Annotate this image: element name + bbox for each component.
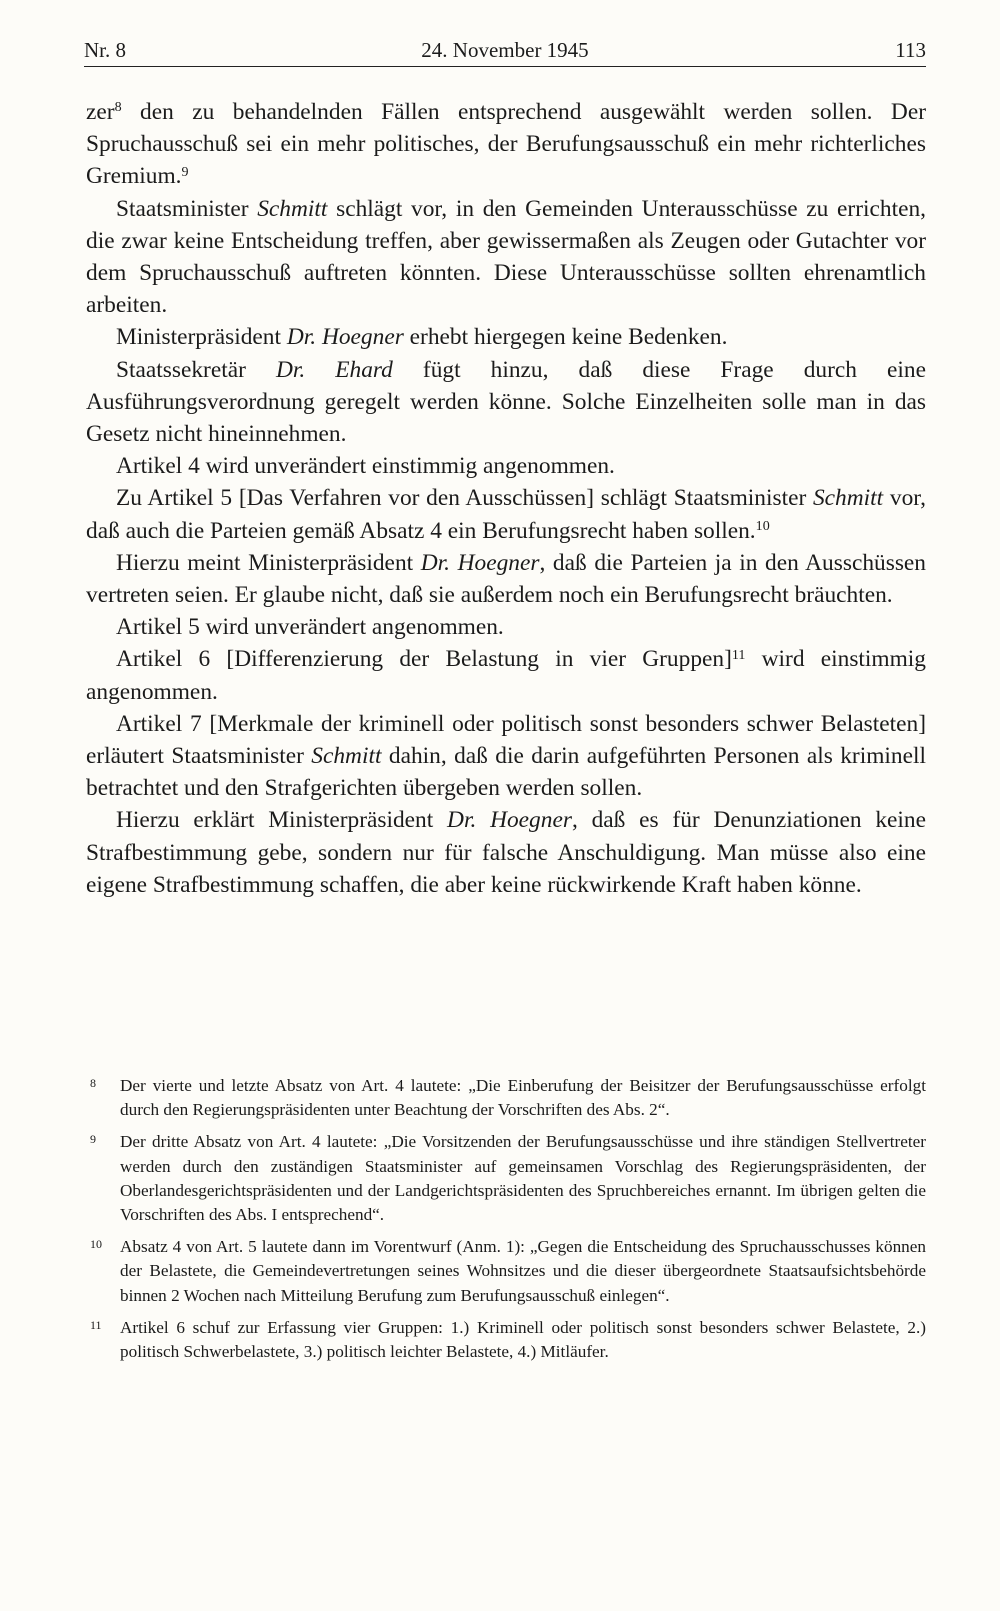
footnote-text: Der dritte Absatz von Art. 4 lautete: „Die Vorsitzenden der Berufungsausschüsse und ihre ständigen Stellvertreter werden durch den zuständigen Staatsminister auf gemeinsamen Vorschlag des Regierungspräsidenten, der Oberlandesgerichtspräsidenten und der Landgerichtspräsidenten des Spruchbereiches ernannt. Im übrigen gelten die Vorschriften des Abs. I entsprechend“. — [120, 1132, 926, 1225]
footnote-ref: 11 — [731, 646, 746, 663]
running-header — [84, 36, 926, 67]
footnote — [86, 1074, 926, 1122]
footnote-number: 8 — [90, 1076, 96, 1090]
footnote-number: 11 — [90, 1317, 102, 1332]
person-name: Dr. Hoegner — [420, 549, 540, 576]
footnote-ref: 9 — [181, 163, 189, 180]
header-date: 24. November 1945 — [421, 38, 589, 62]
footnote-ref: 8 — [114, 99, 122, 116]
person-name: Dr. Hoegner — [286, 324, 404, 351]
footnote-text: Der vierte und letzte Absatz von Art. 4 lautete: „Die Einberufung der Beisitzer der Berufungsausschüsse erfolgt durch den Regierungspräsidenten unter Beachtung der Vorschriften des Abs. 2“. — [120, 1076, 926, 1120]
person-name: Schmitt — [257, 195, 328, 222]
footnote-number: 9 — [90, 1132, 96, 1147]
person-name: Schmitt — [311, 743, 382, 770]
footnote-number: 10 — [90, 1237, 102, 1252]
paragraph: Zu Artikel 5 [Das Verfahren vor den Ausschüssen] schlägt Staatsminister Schmitt vor, daß auch die Parteien gemäß Absatz 4 ein Berufungsrecht haben sollen.$^{10}$ — [86, 485, 926, 544]
paragraph: Ministerpräsident Dr. Hoegner erhebt hiergegen keine Bedenken. — [116, 324, 728, 351]
person-name: Schmitt — [812, 485, 884, 512]
paragraph: zer$^8$ den zu behandelnden Fällen entsprechend ausgewählt werden sollen. Der Spruchausschuß sei ein mehr politisches, der Berufungsausschuß ein mehr richterliches Gremium.$^9$ — [86, 99, 926, 190]
footnote — [86, 1235, 926, 1308]
main-text — [86, 96, 926, 901]
paragraph: Hierzu meint Ministerpräsident Dr. Hoegner, daß die Parteien ja in den Ausschüssen vertreten seien. Er glaube nicht, daß sie außerdem noch ein Berufungsrecht bräuchten. — [86, 549, 926, 609]
footnotes — [86, 1074, 926, 1372]
paragraph: Staatsminister Schmitt schlägt vor, in den Gemeinden Unterausschüsse zu errichten, die zwar keine Entscheidung treffen, aber gewissermaßen als Zeugen oder Gutachter vor dem Spruchausschuß auftreten könnten. Diese Unterausschüsse sollten ehrenamtlich arbeiten. — [86, 195, 926, 319]
paragraph: Artikel 5 wird unverändert angenommen. — [116, 614, 504, 641]
paragraph: Artikel 6 [Differenzierung der Belastung in vier Gruppen]$^{11}$ wird einstimmig angenommen. — [86, 646, 926, 705]
footnote-ref: 10 — [755, 517, 770, 534]
issue-number: Nr. 8 — [84, 38, 126, 62]
footnote — [86, 1316, 926, 1364]
person-name: Dr. Hoegner — [447, 807, 572, 834]
paragraph: Artikel 7 [Merkmale der kriminell oder politisch sonst besonders schwer Belasteten] erläutert Staatsminister Schmitt dahin, daß die darin aufgeführten Personen als kriminell betrachtet und den Strafgerichten übergeben werden sollen. — [86, 710, 926, 802]
paragraph: Hierzu erklärt Ministerpräsident Dr. Hoegner, daß es für Denunziationen keine Strafbestimmung gebe, sondern nur für falsche Anschuldigung. Man müsse also eine eigene Strafbestimmung schaffen, die aber keine rückwirkende Kraft haben könne. — [86, 807, 926, 898]
paragraph: Artikel 4 wird unverändert einstimmig angenommen. — [116, 453, 615, 480]
paragraph: Staatssekretär Dr. Ehard fügt hinzu, daß diese Frage durch eine Ausführungsverordnung geregelt werden könne. Solche Einzelheiten solle man in das Gesetz nicht hineinnehmen. — [86, 356, 926, 448]
footnote-text: Absatz 4 von Art. 5 lautete dann im Vorentwurf (Anm. 1): „Gegen die Entscheidung des Spruchausschusses können der Belastete, die Gemeindevertretungen seines Wohnsitzes und die dieser übergeordnete Staatsaufsichtsbehörde binnen 2 Wochen nach Mitteilung Berufung zum Berufungsausschuß einlegen“. — [120, 1237, 926, 1305]
footnote-text: Artikel 6 schuf zur Erfassung vier Gruppen: 1.) Kriminell oder politisch sonst besonders schwer Belastete, 2.) politisch Schwerbelastete, 3.) politisch leichter Belastete, 4.) Mitläufer. — [120, 1317, 926, 1362]
person-name: Dr. Ehard — [275, 356, 393, 383]
page-number: 113 — [895, 38, 926, 62]
footnote — [86, 1130, 926, 1227]
